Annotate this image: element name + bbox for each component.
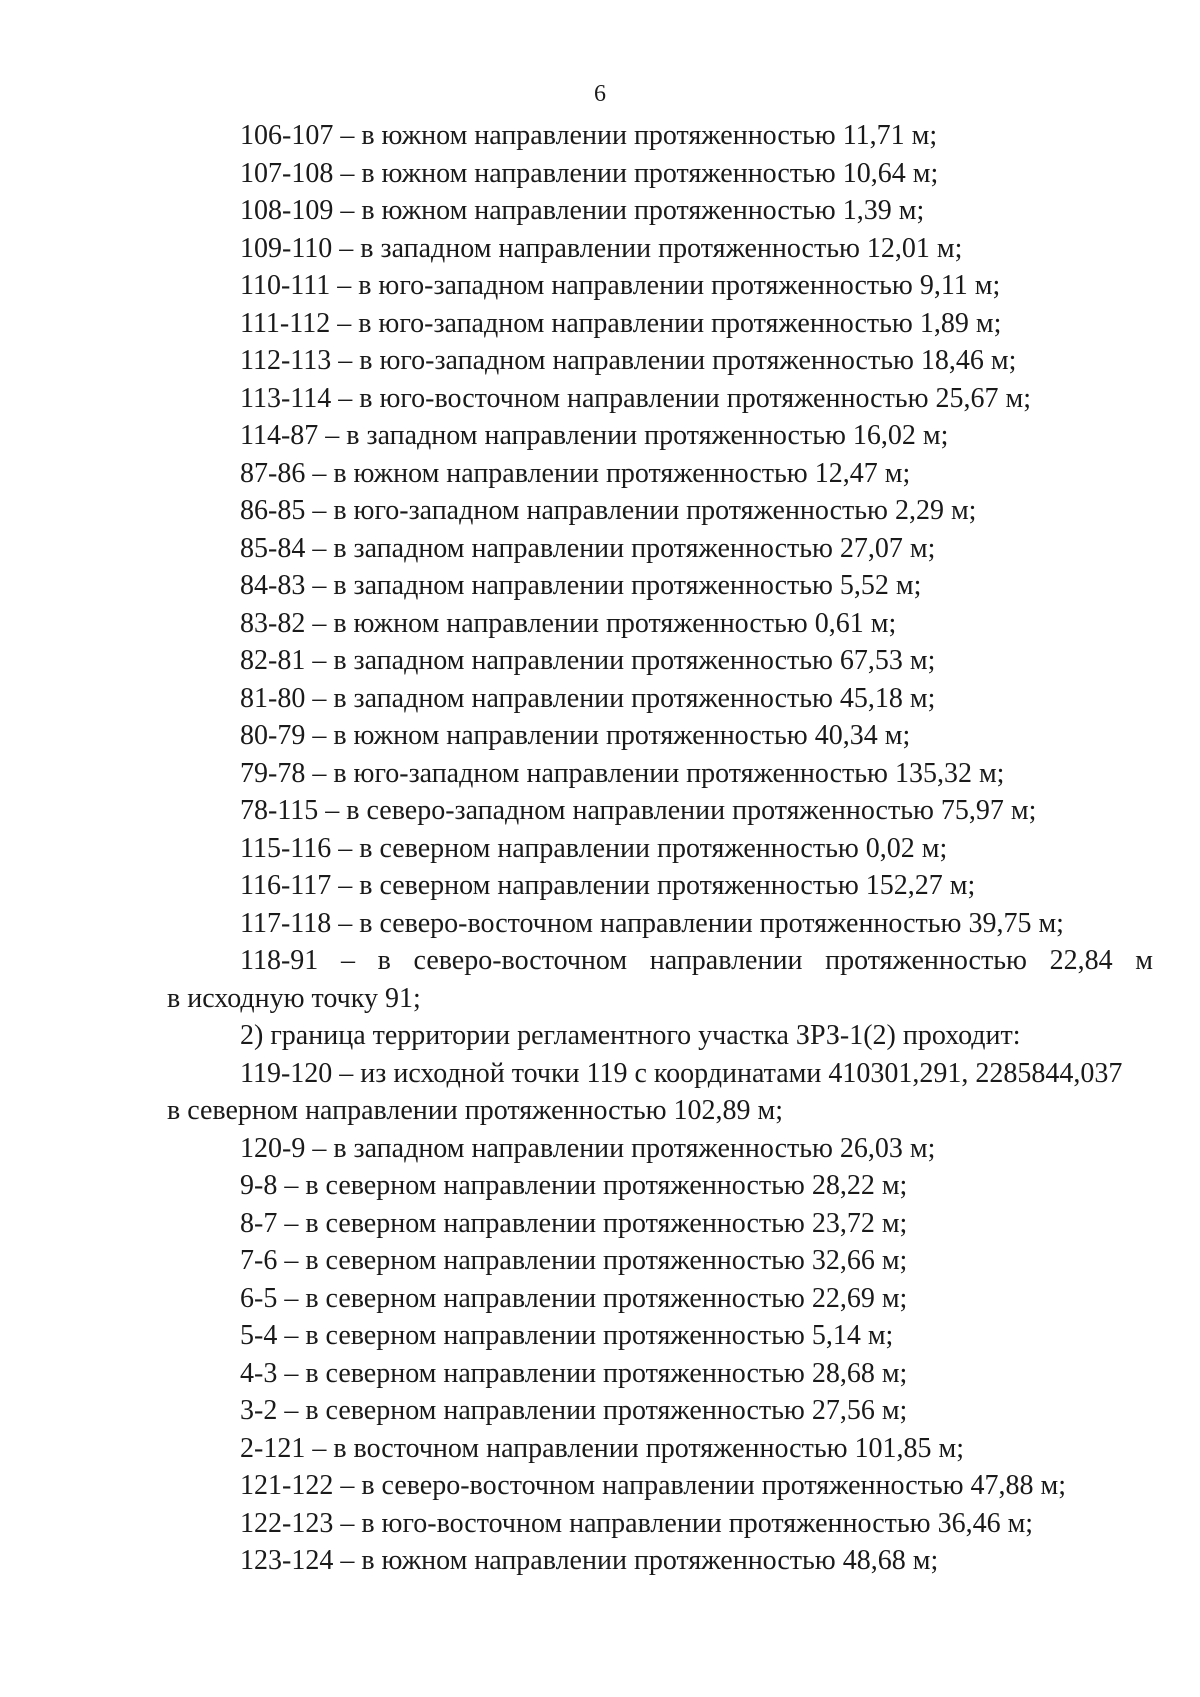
segment-line: 114-87 – в западном направлении протяженностью 16,02 м;	[240, 420, 949, 451]
segment-line: 80-79 – в южном направлении протяженностью 40,34 м;	[240, 720, 911, 751]
segment-line: 7-6 – в северном направлении протяженностью 32,66 м;	[240, 1245, 908, 1276]
segment-line: 106-107 – в южном направлении протяженностью 11,71 м;	[240, 120, 938, 151]
segment-line: 87-86 – в южном направлении протяженностью 12,47 м;	[240, 457, 911, 489]
segment-line: 85-84 – в западном направлении протяженностью 27,07 м;	[240, 532, 936, 564]
segment-line: 111-112 – в юго-западном направлении протяженностью 1,89 м;	[240, 307, 1002, 339]
segment-line: 3-2 – в северном направлении протяженностью 27,56 м;	[240, 1395, 908, 1426]
segment-line: 122-123 – в юго-восточном направлении протяженностью 36,46 м;	[240, 1507, 1034, 1539]
segment-line: 108-109 – в южном направлении протяженностью 1,39 м;	[240, 195, 925, 226]
segment-line: 84-83 – в западном направлении протяженностью 5,52 м;	[240, 570, 922, 601]
word: 118-91	[240, 945, 319, 976]
segment-line: 2-121 – в восточном направлении протяженностью 101,85 м;	[240, 1432, 965, 1464]
word: направлении	[649, 945, 803, 976]
segment-119-120-continuation: в северном направлении протяженностью 102,89 м;	[167, 1095, 784, 1126]
segment-line: 6-5 – в северном направлении протяженностью 22,69 м;	[240, 1282, 908, 1314]
segment-line: 78-115 – в северо-западном направлении протяженностью 75,97 м;	[240, 795, 1037, 826]
page-number: 6	[594, 81, 606, 107]
segments-list-1	[167, 117, 1153, 942]
segment-line: 5-4 – в северном направлении протяженностью 5,14 м;	[240, 1320, 894, 1351]
word: –	[340, 945, 355, 976]
word: в	[377, 945, 391, 976]
segment-line: 116-117 – в северном направлении протяженностью 152,27 м;	[240, 870, 976, 901]
segment-line: 109-110 – в западном направлении протяженностью 12,01 м;	[240, 232, 963, 264]
segment-118-91-line	[167, 942, 1153, 980]
section-2-heading: 2) граница территории регламентного участка ЗРЗ-1(2) проходит:	[240, 1020, 1021, 1051]
segment-line: 8-7 – в северном направлении протяженностью 23,72 м;	[240, 1207, 908, 1239]
document-body	[167, 117, 1153, 1580]
segment-119-120-line: 119-120 – из исходной точки 119 с координатами 410301,291, 2285844,037	[240, 1057, 1123, 1089]
segment-line: 112-113 – в юго-западном направлении протяженностью 18,46 м;	[240, 345, 1017, 376]
segment-line: 79-78 – в юго-западном направлении протяженностью 135,32 м;	[240, 757, 1005, 789]
segment-line: 82-81 – в западном направлении протяженностью 67,53 м;	[240, 645, 936, 676]
segment-line: 113-114 – в юго-восточном направлении протяженностью 25,67 м;	[240, 382, 1031, 414]
segment-line: 120-9 – в западном направлении протяженностью 26,03 м;	[240, 1132, 936, 1164]
segments-list-2	[167, 1130, 1153, 1580]
segment-line: 81-80 – в западном направлении протяженностью 45,18 м;	[240, 682, 936, 714]
word: 22,84	[1049, 945, 1113, 976]
segment-line: 86-85 – в юго-западном направлении протяженностью 2,29 м;	[240, 495, 977, 526]
segment-line: 123-124 – в южном направлении протяженностью 48,68 м;	[240, 1545, 939, 1576]
segment-line: 121-122 – в северо-восточном направлении протяженностью 47,88 м;	[240, 1470, 1067, 1501]
segment-line: 9-8 – в северном направлении протяженностью 28,22 м;	[240, 1170, 908, 1201]
segment-line: 83-82 – в южном направлении протяженностью 0,61 м;	[240, 607, 897, 639]
segment-line: 117-118 – в северо-восточном направлении протяженностью 39,75 м;	[240, 907, 1064, 939]
segment-line: 4-3 – в северном направлении протяженностью 28,68 м;	[240, 1357, 908, 1389]
word: протяженностью	[825, 945, 1027, 976]
word: северо-восточном	[413, 945, 628, 976]
word: м	[1135, 945, 1153, 976]
segment-line: 110-111 – в юго-западном направлении протяженностью 9,11 м;	[240, 270, 1001, 301]
segment-118-91-continuation: в исходную точку 91;	[167, 982, 421, 1014]
segment-line: 115-116 – в северном направлении протяженностью 0,02 м;	[240, 832, 948, 864]
segment-line: 107-108 – в южном направлении протяженностью 10,64 м;	[240, 157, 939, 189]
